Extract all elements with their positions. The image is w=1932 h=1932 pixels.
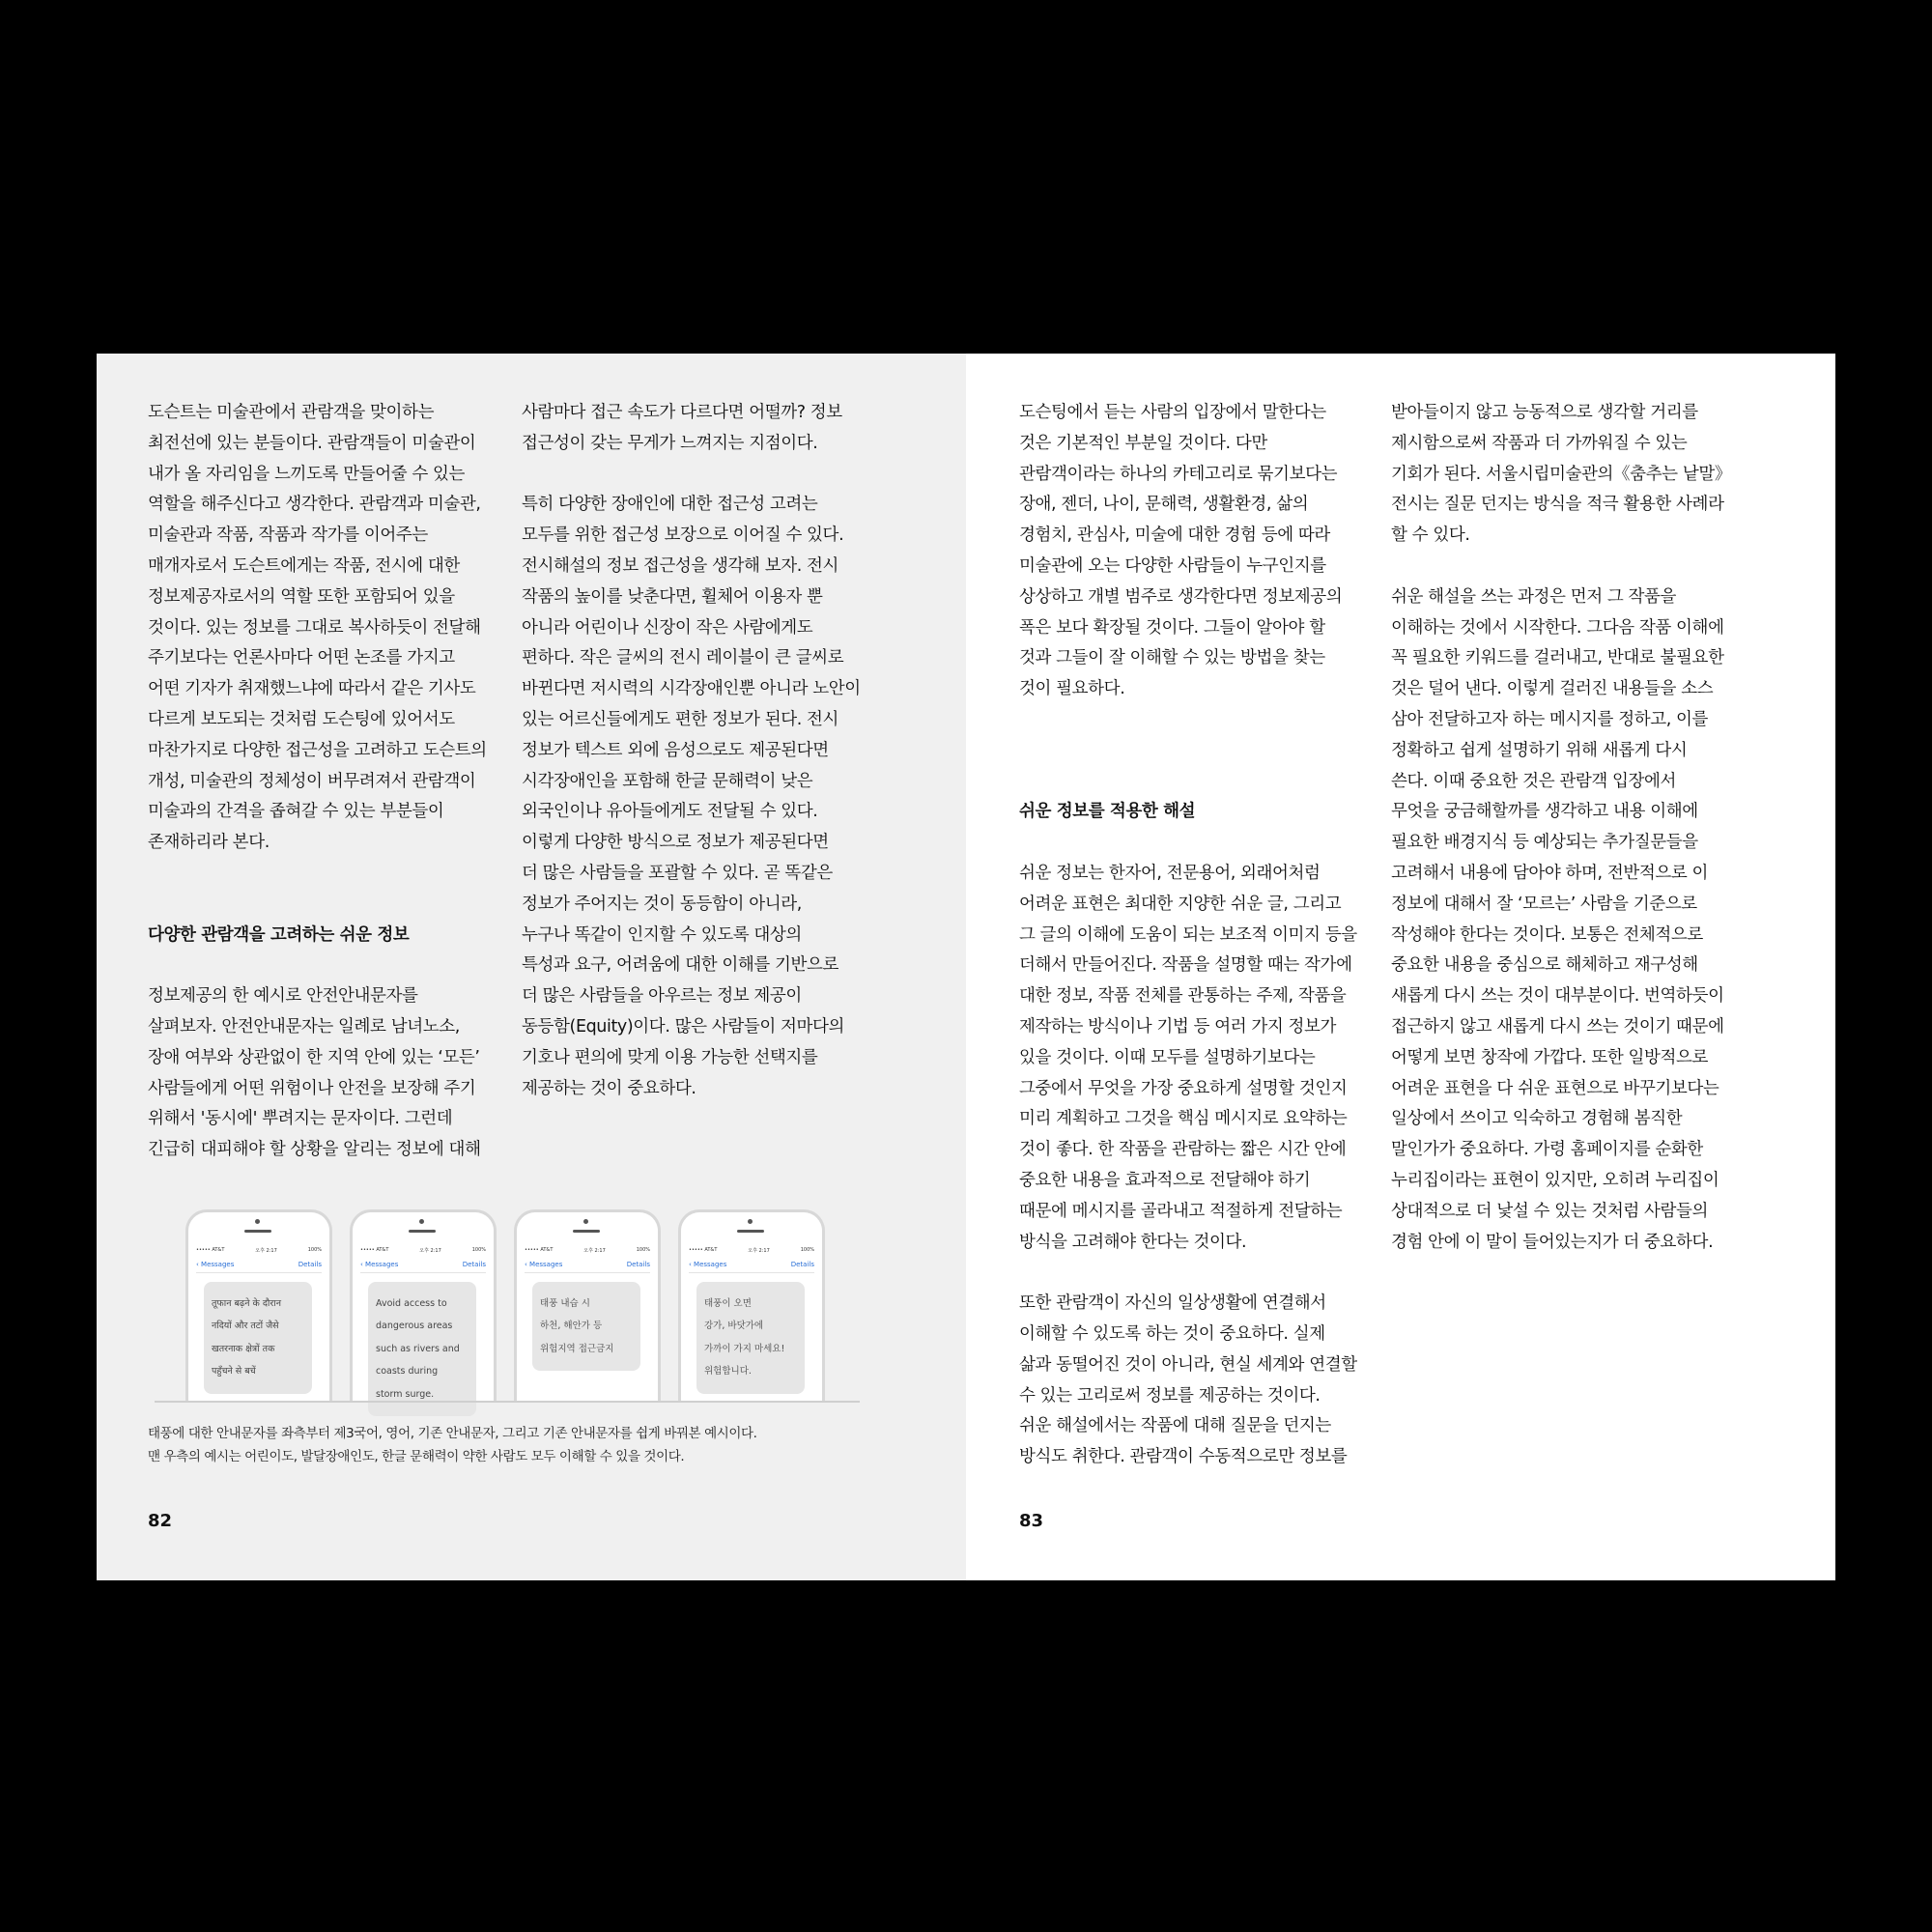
text-line: 수 있는 고리로써 정보를 제공하는 것이다. — [1019, 1385, 1321, 1406]
text-line: 것이 필요하다. — [1019, 679, 1125, 699]
text-line: 기호나 편의에 맞게 이용 가능한 선택지를 — [522, 1047, 818, 1067]
text-line: 고려해서 내용에 담아야 하며, 전반적으로 이 — [1391, 863, 1709, 883]
text-line: 동등함(Equity)이다. 많은 사람들이 저마다의 — [522, 1016, 845, 1037]
text-line: 일상에서 쓰이고 익숙하고 경험해 봄직한 — [1391, 1109, 1683, 1129]
text-line: 누구나 똑같이 인지할 수 있도록 대상의 — [522, 924, 802, 945]
figure-caption — [148, 1422, 757, 1468]
camera-icon — [583, 1219, 588, 1224]
text-line: 새롭게 다시 쓰는 것이 대부분이다. 번역하듯이 — [1391, 986, 1724, 1007]
paragraph — [148, 981, 491, 1166]
text-line: 위험합니다. — [704, 1366, 752, 1377]
text-line: 제시함으로써 작품과 더 가까워질 수 있는 — [1391, 433, 1688, 453]
text-line: 편하다. 작은 글씨의 전시 레이블이 큰 글씨로 — [522, 648, 844, 668]
camera-icon — [255, 1219, 260, 1224]
camera-icon — [748, 1219, 753, 1224]
text-line: 하천, 해안가 등 — [540, 1321, 603, 1331]
status-bar — [196, 1247, 322, 1255]
paragraph — [148, 398, 491, 859]
text-line: 장애 여부와 상관없이 한 지역 안에 있는 ‘모든’ — [148, 1047, 480, 1067]
status-bar — [360, 1247, 486, 1255]
message-bubble — [204, 1282, 312, 1394]
text-line: 경험 안에 이 말이 들어있는지가 더 중요하다. — [1391, 1232, 1714, 1252]
messages-back-link: ‹ Messages — [196, 1261, 235, 1268]
text-line: 이렇게 다양한 방식으로 정보가 제공된다면 — [522, 833, 829, 853]
text-line: 태풍 내습 시 — [540, 1297, 590, 1309]
text-line: 어떤 기자가 취재했느냐에 따라서 같은 기사도 — [148, 679, 476, 699]
text-line: 매개자로서 도슨트에게는 작품, 전시에 대한 — [148, 555, 460, 576]
phone-mockup — [514, 1209, 661, 1403]
text-line: 위해서 '동시에' 뿌려지는 문자이다. 그런데 — [148, 1109, 453, 1129]
text-line: 아니라 어린이나 신장이 작은 사람에게도 — [522, 617, 813, 638]
text-line: 더해서 만들어진다. 작품을 설명할 때는 작가에 — [1019, 955, 1352, 976]
text-line: 것이 좋다. 한 작품을 관람하는 짧은 시간 안에 — [1019, 1140, 1347, 1160]
text-line: 살펴보자. 안전안내문자는 일례로 남녀노소, — [148, 1016, 460, 1037]
text-line: storm surge. — [376, 1388, 435, 1400]
text-line: 기회가 된다. 서울시립미술관의《춤추는 낱말》 — [1391, 464, 1731, 484]
status-bar — [689, 1247, 814, 1255]
text-line: 도슨팅에서 듣는 사람의 입장에서 말한다는 — [1019, 403, 1326, 422]
text-line: 최전선에 있는 분들이다. 관람객들이 미술관이 — [148, 433, 476, 453]
right-column-2 — [1391, 398, 1748, 1258]
messages-navbar — [196, 1261, 322, 1273]
speaker-icon — [737, 1230, 764, 1233]
text-line: 존재하리라 본다. — [148, 833, 270, 853]
text-line: 바뀐다면 저시력의 시각장애인뿐 아니라 노안이 — [522, 679, 861, 699]
message-bubble — [368, 1282, 476, 1416]
text-line: 중요한 내용을 중심으로 해체하고 재구성해 — [1391, 955, 1698, 976]
text-line: 접근하지 않고 새롭게 다시 쓰는 것이기 때문에 — [1391, 1016, 1724, 1037]
camera-icon — [419, 1219, 424, 1224]
messages-navbar — [689, 1261, 814, 1273]
text-line: 그 글의 이해에 도움이 되는 보조적 이미지 등을 — [1019, 924, 1357, 945]
text-line: 말인가가 중요하다. 가령 홈페이지를 순화한 — [1391, 1140, 1703, 1160]
text-line: 것은 덜어 낸다. 이렇게 걸러진 내용들을 소스 — [1391, 679, 1714, 699]
text-line: 삼아 전달하고자 하는 메시지를 정하고, 이를 — [1391, 709, 1709, 729]
details-link: Details — [626, 1261, 650, 1268]
text-line: 맨 우측의 예시는 어린이도, 발달장애인도, 한글 문해력이 약한 사람도 모두 이해할 수 있을 것이다. — [148, 1449, 685, 1464]
text-line: 할 수 있다. — [1391, 526, 1470, 546]
paragraph — [1391, 398, 1748, 552]
details-link: Details — [462, 1261, 486, 1268]
speaker-icon — [244, 1230, 271, 1233]
text-line: 어려운 표현을 다 쉬운 표현으로 바꾸기보다는 — [1391, 1078, 1719, 1098]
text-line: 그중에서 무엇을 가장 중요하게 설명할 것인지 — [1019, 1078, 1348, 1098]
text-line: 상상하고 개별 범주로 생각한다면 정보제공의 — [1019, 586, 1343, 607]
text-line: 쓴다. 이때 중요한 것은 관람객 입장에서 — [1391, 771, 1677, 791]
text-line: 미리 계획하고 그것을 핵심 메시지로 요약하는 — [1019, 1109, 1348, 1129]
text-line: 이해할 수 있도록 하는 것이 중요하다. 실제 — [1019, 1323, 1325, 1344]
text-line: 미술관과 작품, 작품과 작가를 이어주는 — [148, 526, 428, 546]
text-line: 때문에 메시지를 골라내고 적절하게 전달하는 — [1019, 1201, 1343, 1221]
text-line: 쉬운 해설에서는 작품에 대해 질문을 던지는 — [1019, 1416, 1331, 1436]
text-line: 삶과 동떨어진 것이 아니라, 현실 세계와 연결할 — [1019, 1354, 1357, 1375]
text-line: 관람객이라는 하나의 카테고리로 묶기보다는 — [1019, 464, 1338, 484]
battery-label: 100% — [307, 1247, 322, 1253]
text-line: 상대적으로 더 낯설 수 있는 것처럼 사람들의 — [1391, 1201, 1709, 1221]
time-label: 오후 2:17 — [419, 1248, 441, 1254]
text-line: 것이다. 있는 정보를 그대로 복사하듯이 전달해 — [148, 617, 481, 638]
text-line: Avoid access to — [376, 1297, 447, 1309]
text-line: 쉬운 해설을 쓰는 과정은 먼저 그 작품을 — [1391, 586, 1677, 607]
left-column-1 — [148, 398, 491, 1166]
speaker-icon — [573, 1230, 600, 1233]
text-line: तूफान बढ़ने के दौरान — [212, 1297, 281, 1309]
speaker-icon — [409, 1230, 436, 1233]
text-line: 경험치, 관심사, 미술에 대한 경험 등에 따라 — [1019, 526, 1330, 546]
left-page — [97, 354, 966, 1580]
text-line: 있는 어르신들에게도 편한 정보가 된다. 전시 — [522, 709, 839, 729]
text-line: 개성, 미술관의 정체성이 버무려져서 관람객이 — [148, 771, 476, 791]
text-line: 정보에 대해서 잘 ‘모르는’ 사람을 기준으로 — [1391, 894, 1697, 914]
text-line: 모두를 위한 접근성 보장으로 이어질 수 있다. — [522, 526, 844, 546]
text-line: खतरनाक क्षेत्रों तक — [212, 1343, 275, 1354]
text-line: 작성해야 한다는 것이다. 보통은 전체적으로 — [1391, 924, 1703, 945]
phone-figure — [155, 1209, 860, 1403]
text-line: 꼭 필요한 키워드를 걸러내고, 반대로 불필요한 — [1391, 648, 1724, 668]
text-line: 것은 기본적인 부분일 것이다. 다만 — [1019, 433, 1267, 453]
text-line: 역할을 해주신다고 생각한다. 관람객과 미술관, — [148, 495, 481, 515]
status-bar — [525, 1247, 650, 1255]
text-line: पहुँचने से बचें — [212, 1366, 256, 1377]
text-line: 어려운 표현은 최대한 지양한 쉬운 글, 그리고 — [1019, 894, 1342, 914]
text-line: 방식도 취한다. 관람객이 수동적으로만 정보를 — [1019, 1447, 1348, 1467]
text-line: 태풍이 오면 — [704, 1297, 752, 1309]
details-link: Details — [790, 1261, 814, 1268]
text-line: 쉬운 정보는 한자어, 전문용어, 외래어처럼 — [1019, 863, 1321, 883]
messages-navbar — [525, 1261, 650, 1273]
text-line: 접근성이 갖는 무게가 느껴지는 지점이다. — [522, 433, 818, 453]
text-line: 것과 그들이 잘 이해할 수 있는 방법을 찾는 — [1019, 648, 1325, 668]
details-link: Details — [298, 1261, 322, 1268]
text-line: 정확하고 쉽게 설명하기 위해 새롭게 다시 — [1391, 740, 1688, 760]
text-line: 더 많은 사람들을 포괄할 수 있다. 곧 똑같은 — [522, 863, 833, 883]
paragraph — [522, 490, 869, 1104]
phone-mockup — [678, 1209, 825, 1403]
text-line: 정보제공의 한 예시로 안전안내문자를 — [148, 986, 418, 1007]
text-line: 가까이 가지 마세요! — [704, 1343, 785, 1354]
text-line: dangerous areas — [376, 1321, 453, 1331]
carrier-label: ••••• AT&T — [689, 1247, 718, 1253]
section-heading: 쉬운 정보를 적용한 해설 — [1019, 802, 1196, 822]
text-line: 중요한 내용을 효과적으로 전달해야 하기 — [1019, 1170, 1311, 1190]
section-heading: 다양한 관람객을 고려하는 쉬운 정보 — [148, 924, 410, 945]
text-line: 위험지역 접근금지 — [540, 1343, 614, 1354]
battery-label: 100% — [471, 1247, 486, 1253]
text-line: 사람마다 접근 속도가 다르다면 어떨까? 정보 — [522, 403, 842, 422]
messages-back-link: ‹ Messages — [525, 1261, 563, 1268]
phone-mockup — [350, 1209, 497, 1403]
messages-back-link: ‹ Messages — [360, 1261, 399, 1268]
battery-label: 100% — [800, 1247, 814, 1253]
text-line: 강가, 바닷가에 — [704, 1321, 764, 1331]
message-bubble — [532, 1282, 640, 1371]
text-line: 주기보다는 언론사마다 어떤 논조를 가지고 — [148, 648, 455, 668]
text-line: 태풍에 대한 안내문자를 좌측부터 제3국어, 영어, 기존 안내문자, 그리고 기존 안내문자를 쉽게 바꿔본 예시이다. — [148, 1426, 757, 1441]
text-line: 작품의 높이를 낮춘다면, 휠체어 이용자 뿐 — [522, 586, 823, 607]
time-label: 오후 2:17 — [583, 1248, 606, 1254]
paragraph — [522, 398, 869, 460]
paragraph — [1019, 398, 1367, 705]
text-line: 전시는 질문 던지는 방식을 적극 활용한 사례라 — [1391, 495, 1724, 515]
message-bubble — [696, 1282, 805, 1394]
phone-mockup — [185, 1209, 332, 1403]
text-line: 정보가 텍스트 외에 음성으로도 제공된다면 — [522, 740, 829, 760]
page-number: 82 — [148, 1511, 173, 1531]
text-line: 방식을 고려해야 한다는 것이다. — [1019, 1232, 1247, 1252]
right-column-1 — [1019, 398, 1367, 1473]
text-line: 무엇을 궁금해할까를 생각하고 내용 이해에 — [1391, 802, 1698, 822]
text-line: 미술과의 간격을 좁혀갈 수 있는 부분들이 — [148, 802, 444, 822]
text-line: 미술관에 오는 다양한 사람들이 누구인지를 — [1019, 555, 1326, 576]
text-line: 필요한 배경지식 등 예상되는 추가질문들을 — [1391, 833, 1698, 853]
carrier-label: ••••• AT&T — [525, 1247, 554, 1253]
text-line: 정보제공자로서의 역할 또한 포함되어 있을 — [148, 586, 455, 607]
text-line: 내가 올 자리임을 느끼도록 만들어줄 수 있는 — [148, 464, 466, 484]
text-line: 더 많은 사람들을 아우르는 정보 제공이 — [522, 986, 802, 1007]
text-line: 시각장애인을 포함해 한글 문해력이 낮은 — [522, 771, 813, 791]
messages-back-link: ‹ Messages — [689, 1261, 727, 1268]
text-line: 이해하는 것에서 시작한다. 그다음 작품 이해에 — [1391, 617, 1724, 638]
carrier-label: ••••• AT&T — [360, 1247, 389, 1253]
text-line: such as rivers and — [376, 1343, 460, 1354]
text-line: 도슨트는 미술관에서 관람객을 맞이하는 — [148, 403, 435, 422]
left-column-2 — [522, 398, 869, 1104]
text-line: coasts during — [376, 1366, 439, 1377]
battery-label: 100% — [636, 1247, 650, 1253]
book-spread — [97, 354, 1835, 1580]
text-line: 누리집이라는 표현이 있지만, 오히려 누리집이 — [1391, 1170, 1719, 1190]
text-line: 특히 다양한 장애인에 대한 접근성 고려는 — [522, 495, 818, 515]
text-line: 다르게 보도되는 것처럼 도슨팅에 있어서도 — [148, 709, 455, 729]
text-line: 또한 관람객이 자신의 일상생활에 연결해서 — [1019, 1293, 1326, 1314]
page-number: 83 — [1019, 1511, 1044, 1531]
paragraph — [1019, 859, 1367, 1258]
carrier-label: ••••• AT&T — [196, 1247, 225, 1253]
text-line: 전시해설의 정보 접근성을 생각해 보자. 전시 — [522, 555, 839, 576]
right-page — [966, 354, 1835, 1580]
text-line: 제작하는 방식이나 기법 등 여러 가지 정보가 — [1019, 1016, 1337, 1037]
text-line: 제공하는 것이 중요하다. — [522, 1078, 696, 1098]
paragraph — [1391, 582, 1748, 1259]
text-line: 사람들에게 어떤 위험이나 안전을 보장해 주기 — [148, 1078, 476, 1098]
text-line: 마찬가지로 다양한 접근성을 고려하고 도슨트의 — [148, 740, 487, 760]
text-line: 장애, 젠더, 나이, 문해력, 생활환경, 삶의 — [1019, 495, 1309, 515]
text-line: 받아들이지 않고 능동적으로 생각할 거리를 — [1391, 403, 1698, 422]
text-line: 있을 것이다. 이때 모두를 설명하기보다는 — [1019, 1047, 1316, 1067]
text-line: 긴급히 대피해야 할 상황을 알리는 정보에 대해 — [148, 1140, 481, 1160]
text-line: 외국인이나 유아들에게도 전달될 수 있다. — [522, 802, 818, 822]
paragraph — [1019, 1289, 1367, 1473]
text-line: 대한 정보, 작품 전체를 관통하는 주제, 작품을 — [1019, 986, 1347, 1007]
text-line: 폭은 보다 확장될 것이다. 그들이 알아야 할 — [1019, 617, 1325, 638]
time-label: 오후 2:17 — [255, 1248, 277, 1254]
messages-navbar — [360, 1261, 486, 1273]
text-line: नदियों और तटों जैसे — [212, 1321, 279, 1331]
text-line: 어떻게 보면 창작에 가깝다. 또한 일방적으로 — [1391, 1047, 1709, 1067]
time-label: 오후 2:17 — [748, 1248, 770, 1254]
text-line: 정보가 주어지는 것이 동등함이 아니라, — [522, 894, 802, 914]
text-line: 특성과 요구, 어려움에 대한 이해를 기반으로 — [522, 955, 839, 976]
figure-baseline — [155, 1401, 860, 1403]
